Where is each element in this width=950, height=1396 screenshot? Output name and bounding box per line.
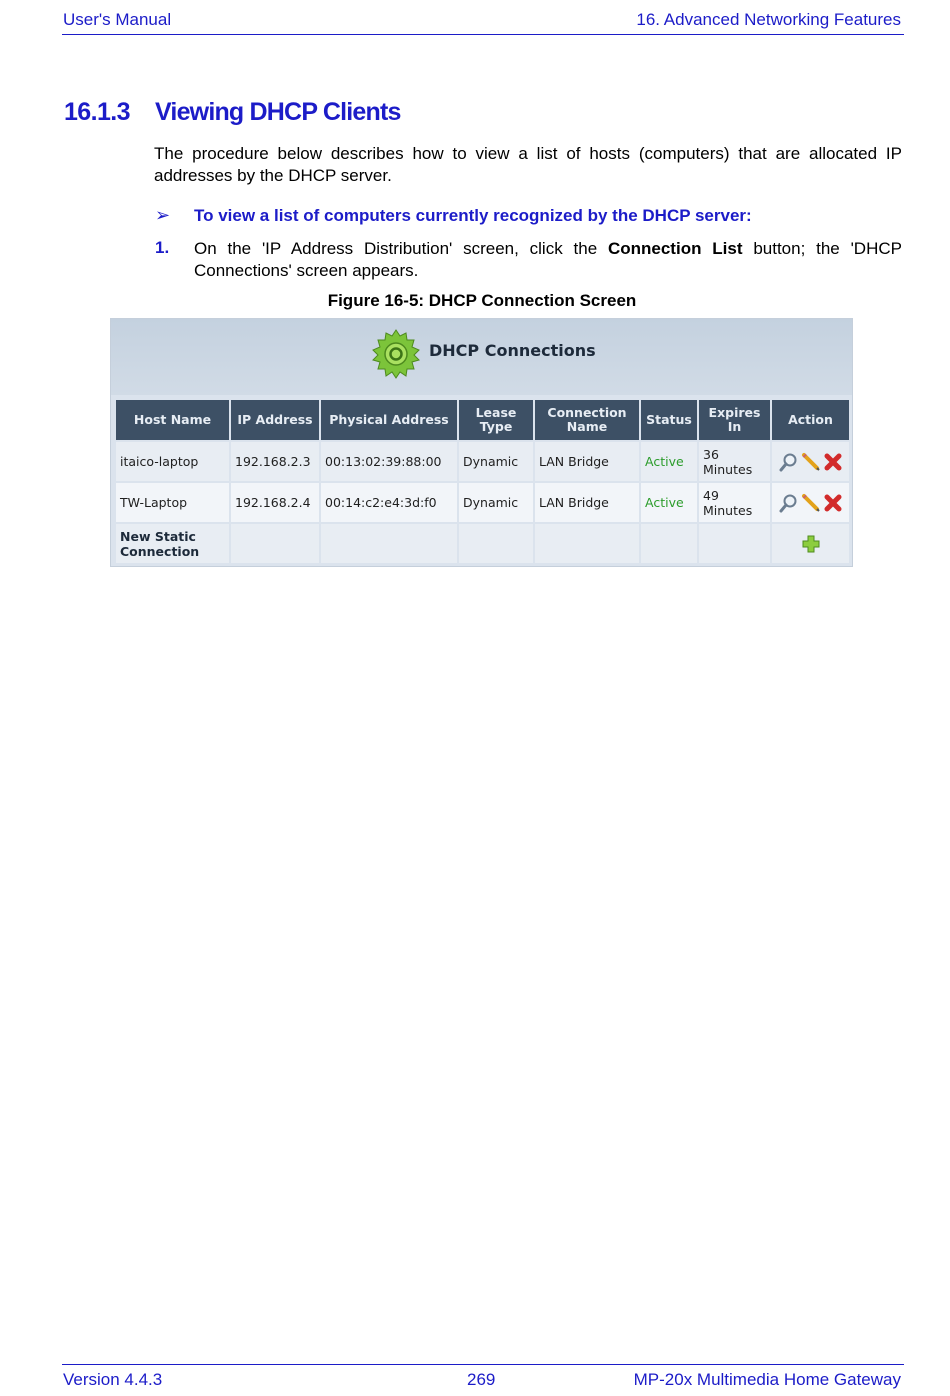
table-header-row (116, 400, 849, 440)
pencil-icon[interactable] (801, 452, 821, 472)
delete-x-icon[interactable] (823, 452, 843, 472)
col-physical-address[interactable]: Physical Address (321, 400, 457, 440)
magnifier-icon[interactable] (779, 493, 799, 513)
step-text (194, 238, 902, 282)
page-footer (62, 1364, 904, 1392)
status-cell: Active (641, 442, 697, 481)
empty-cell (231, 524, 319, 563)
col-ip-address[interactable]: IP Address (231, 400, 319, 440)
screen-title: DHCP Connections (429, 341, 596, 360)
page-number: 269 (467, 1370, 496, 1389)
physical-address-cell: 00:14:c2:e4:3d:f0 (321, 483, 457, 522)
empty-cell (535, 524, 639, 563)
screen-title-bar (111, 319, 852, 395)
ip-address-cell: 192.168.2.3 (231, 442, 319, 481)
step-text-after: button; the 'DHCP Connections' screen appears. (194, 239, 902, 280)
footer-version: Version 4.4.3 (63, 1370, 163, 1389)
empty-cell (459, 524, 533, 563)
connection-name-cell: LAN Bridge (535, 483, 639, 522)
empty-cell (641, 524, 697, 563)
physical-address-cell: 00:13:02:39:88:00 (321, 442, 457, 481)
plus-icon[interactable] (801, 534, 821, 554)
empty-cell (699, 524, 770, 563)
delete-x-icon[interactable] (823, 493, 843, 513)
connection-name-cell: LAN Bridge (535, 442, 639, 481)
lease-type-cell: Dynamic (459, 442, 533, 481)
page-header (62, 9, 904, 35)
host-name-cell: itaico-laptop (116, 442, 229, 481)
ip-address-cell: 192.168.2.4 (231, 483, 319, 522)
table-row (116, 442, 849, 481)
col-action: Action (772, 400, 849, 440)
procedure-title: To view a list of computers currently recognized by the DHCP server: (194, 206, 752, 225)
table-row (116, 483, 849, 522)
status-cell: Active (641, 483, 697, 522)
col-status[interactable]: Status (641, 400, 697, 440)
intro-paragraph: The procedure below describes how to view a list of hosts (computers) that are allocated IP addresses by the DHCP server. (154, 144, 902, 185)
host-name-cell: TW-Laptop (116, 483, 229, 522)
action-cell (772, 442, 849, 481)
magnifier-icon[interactable] (779, 452, 799, 472)
empty-cell (321, 524, 457, 563)
dhcp-table (114, 398, 851, 565)
dhcp-screenshot (110, 318, 853, 567)
action-cell (772, 524, 849, 563)
col-connection-name[interactable]: Connection Name (535, 400, 639, 440)
step-text-before: On the 'IP Address Distribution' screen, click the (194, 239, 608, 258)
gear-icon (369, 326, 423, 380)
footer-product: MP-20x Multimedia Home Gateway (633, 1370, 901, 1389)
expires-in-cell: 49 Minutes (699, 483, 770, 522)
pencil-icon[interactable] (801, 493, 821, 513)
col-host-name[interactable]: Host Name (116, 400, 229, 440)
action-cell (772, 483, 849, 522)
section-title: Viewing DHCP Clients (155, 98, 401, 126)
figure-caption: Figure 16-5: DHCP Connection Screen (327, 291, 637, 310)
step-number: 1. (155, 238, 170, 257)
expires-in-cell: 36 Minutes (699, 442, 770, 481)
header-right: 16. Advanced Networking Features (636, 10, 901, 29)
col-expires-in[interactable]: Expires In (699, 400, 770, 440)
step-text-bold: Connection List (607, 239, 743, 258)
col-lease-type[interactable]: Lease Type (459, 400, 533, 440)
lease-type-cell: Dynamic (459, 483, 533, 522)
new-static-connection-link[interactable]: New Static Connection (116, 524, 229, 563)
header-left: User's Manual (63, 10, 172, 29)
table-row-new (116, 524, 849, 563)
procedure-arrow-icon: ➢ (155, 205, 171, 225)
section-number: 16.1.3 (64, 98, 130, 126)
